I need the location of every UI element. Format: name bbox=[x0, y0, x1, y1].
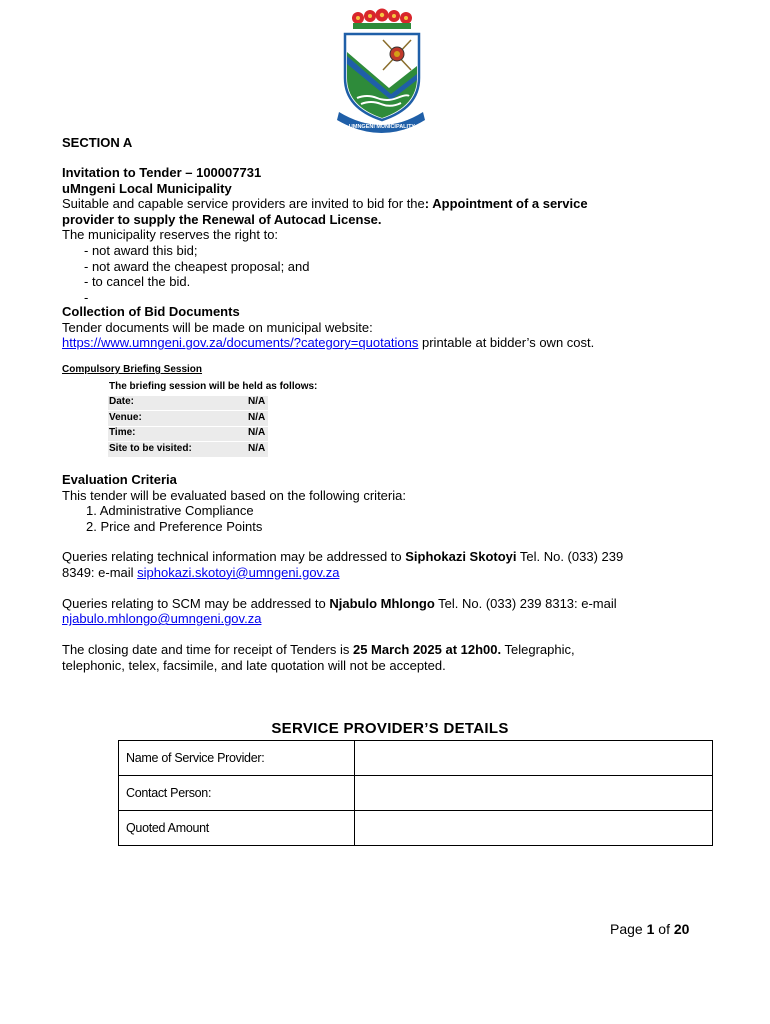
collection-heading: Collection of Bid Documents bbox=[62, 304, 240, 319]
briefing-heading: Compulsory Briefing Session bbox=[62, 364, 203, 375]
scm-query-line1 bbox=[62, 596, 617, 612]
briefing-value: N/A bbox=[248, 396, 266, 407]
table-row bbox=[119, 776, 713, 811]
briefing-label: Venue: bbox=[109, 411, 142, 423]
right-item: - not award the cheapest proposal; and bbox=[84, 258, 310, 274]
table-row bbox=[119, 811, 713, 846]
tech-email-link[interactable]: siphokazi.skotoyi@umngeni.gov.za bbox=[137, 564, 340, 580]
scm-query-line2 bbox=[62, 611, 261, 627]
closing-line2: telephonic, telex, facsimile, and late quotation will not be accepted. bbox=[62, 657, 446, 673]
criteria-item: 2. Price and Preference Points bbox=[86, 518, 263, 534]
municipal-crest-logo bbox=[333, 8, 429, 136]
quoted-amount-field[interactable] bbox=[355, 811, 713, 846]
service-provider-table bbox=[118, 740, 713, 846]
page-of: of bbox=[654, 921, 674, 937]
tech-query-prefix: Queries relating technical information may be addressed to bbox=[62, 549, 406, 564]
table-cell-label: Name of Service Provider: bbox=[119, 741, 355, 776]
scm-query-prefix: Queries relating to SCM may be addressed to bbox=[62, 595, 330, 611]
reserves-statement: The municipality reserves the right to: bbox=[62, 227, 279, 243]
briefing-value: N/A bbox=[248, 442, 266, 454]
closing-line1 bbox=[62, 642, 575, 658]
intro-plain-text: Suitable and capable service providers are invited to bid for the bbox=[62, 196, 425, 212]
crest-motto: UMNGENI MUNICIPALITY bbox=[348, 124, 416, 130]
tech-query-line1 bbox=[62, 549, 623, 565]
collection-after-url: printable at bidder’s own cost. bbox=[418, 335, 595, 351]
scm-email-link[interactable]: njabulo.mhlongo@umngeni.gov.za bbox=[62, 611, 262, 627]
page-number bbox=[610, 921, 689, 937]
page-word: Page bbox=[610, 921, 647, 937]
scm-contact-name: Njabulo Mhlongo bbox=[329, 595, 435, 611]
collection-url-line bbox=[62, 335, 594, 351]
page-current: 1 bbox=[646, 921, 655, 937]
right-item: - bbox=[84, 289, 89, 305]
evaluation-heading: Evaluation Criteria bbox=[62, 472, 177, 487]
tech-contact-name: Siphokazi Skotoyi bbox=[405, 549, 517, 564]
invitation-intro-line2: provider to supply the Renewal of Autocad License. bbox=[62, 211, 382, 227]
documents-link[interactable]: https://www.umngeni.gov.za/documents/?category=quotations bbox=[62, 335, 419, 351]
briefing-label: Time: bbox=[109, 427, 136, 438]
right-item: - not award this bid; bbox=[84, 243, 198, 258]
tech-query-email-prefix: 8349: e-mail bbox=[62, 564, 138, 580]
evaluation-intro: This tender will be evaluated based on the following criteria: bbox=[62, 487, 406, 503]
table-cell-label: Quoted Amount bbox=[119, 811, 355, 846]
table-row bbox=[119, 741, 713, 776]
contact-person-field[interactable] bbox=[355, 776, 713, 811]
municipality-name: uMngeni Local Municipality bbox=[62, 180, 232, 196]
briefing-label: Site to be visited: bbox=[109, 442, 192, 454]
closing-suffix: Telegraphic, bbox=[501, 642, 575, 657]
briefing-value: N/A bbox=[248, 427, 266, 438]
section-heading: SECTION A bbox=[62, 135, 133, 150]
closing-datetime: 25 March 2025 at 12h00. bbox=[352, 642, 502, 657]
closing-prefix: The closing date and time for receipt of Tenders is bbox=[62, 642, 353, 657]
briefing-label: Date: bbox=[109, 396, 135, 407]
criteria-item: 1. Administrative Compliance bbox=[86, 503, 254, 519]
tech-query-line2 bbox=[62, 565, 339, 581]
collection-text: Tender documents will be made on municipal website: bbox=[62, 319, 373, 335]
right-item: - to cancel the bid. bbox=[84, 274, 191, 290]
crest-crown bbox=[352, 9, 412, 30]
tender-title: Invitation to Tender – 100007731 bbox=[62, 165, 262, 180]
service-provider-title: SERVICE PROVIDER’S DETAILS bbox=[271, 720, 509, 737]
intro-bold-text: : Appointment of a service bbox=[424, 196, 588, 212]
scm-query-phone: Tel. No. (033) 239 8313: e-mail bbox=[434, 595, 617, 611]
page-total: 20 bbox=[673, 921, 690, 937]
invitation-intro-line1 bbox=[62, 196, 588, 212]
briefing-intro: The briefing session will be held as follows: bbox=[109, 381, 318, 392]
table-cell-label: Contact Person: bbox=[119, 776, 355, 811]
briefing-value: N/A bbox=[248, 411, 266, 423]
service-provider-name-field[interactable] bbox=[355, 741, 713, 776]
tech-query-phone: Tel. No. (033) 239 bbox=[516, 549, 624, 564]
